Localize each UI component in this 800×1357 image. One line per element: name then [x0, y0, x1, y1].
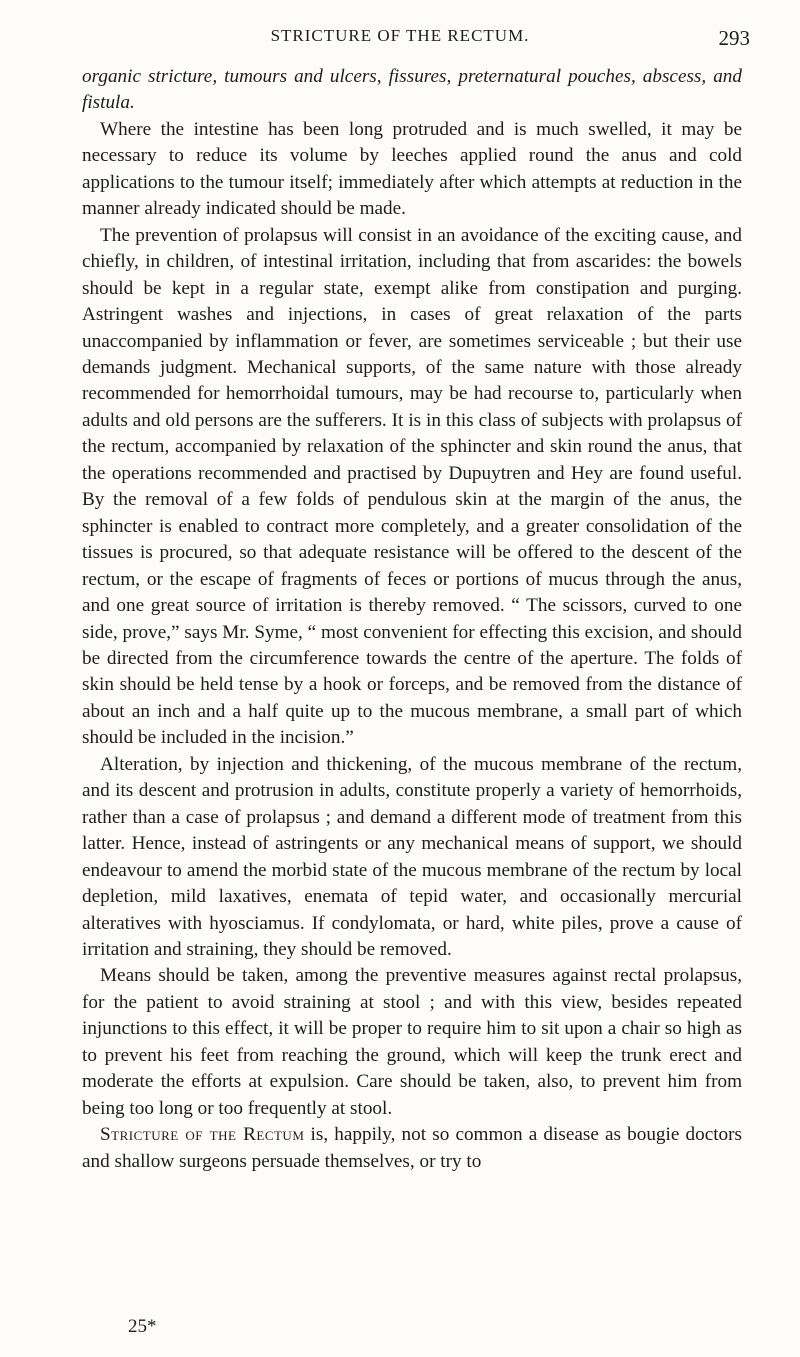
paragraph: Alteration, by injection and thickening, of the mucous membrane of the rectum, and its descent and protrusion in adults, constitute properly a variety of hemorrhoids, rather than a case of prolapsus ; and demand a different mode of treatment from this latter. Hence, instead of astringents or any mechanical means of support, we should endeavour to amend the morbid state of the mucous membrane of the rectum by local depletion, mild laxatives, enemata of tepid water, and occasionally mercurial alteratives with hyosciamus. If condylomata, or hard, white piles, prove a cause of irritation and straining, they should be removed. — [82, 753, 742, 960]
paragraph-text: is, happily, not so common a disease as bougie doctors and shallow surgeons persuade themselves, or try to — [82, 1124, 742, 1172]
body-text — [82, 64, 742, 1175]
page-number: 293 — [718, 26, 750, 50]
running-head: STRICTURE OF THE RECTUM. — [270, 26, 530, 45]
paragraph: The prevention of prolapsus will consist in an avoidance of the exciting cause, and chiefly, in children, of intestinal irritation, including that from ascarides: the bowels should be kept in a regular state, exempt alike from constipation and purging. Astringent washes and injections, in cases of great relaxation of the parts unaccompanied by inflammation or fever, are sometimes serviceable ; but their use demands judgment. Mechanical supports, of the same nature with those already recommended for hemorrhoidal tumours, may be had recourse to, particularly when adults and old persons are the sufferers. It is in this class of subjects with prolapsus of the rectum, accompanied by relaxation of the sphincter and skin round the anus, that the operations recommended and practised by Dupuytren and Hey are found useful. By the removal of a few folds of pendulous skin at the margin of the anus, the sphincter is enabled to contract more completely, and a greater consolidation of the tissues is procured, so that adequate resistance will be offered to the descent of the rectum, or the escape of fragments of feces or portions of mucus through the anus, and one great source of irritation is thereby removed. “ The scissors, curved to one side, prove,” says Mr. Syme, “ most convenient for effecting this excision, and should be directed from the circumference towards the centre of the aperture. The folds of skin should be held tense by a hook or forceps, and be removed from the distance of about an inch and a half quite up to the mucous membrane, a small part of which should be included in the incision.” — [82, 224, 742, 749]
section-lead-in: Stricture of the Rectum — [100, 1124, 305, 1146]
paragraph — [82, 1122, 742, 1175]
paragraph: Means should be taken, among the preventive measures against rectal prolapsus, for the patient to avoid straining at stool ; and with this view, besides repeated injunctions to this effect, it will be proper to require him to sit upon a chair so high as to prevent his feet from reaching the ground, which will keep the trunk erect and moderate the efforts at expulsion. Care should be taken, also, to prevent him from being too long or too frequently at stool. — [82, 965, 742, 1119]
paragraph-continuation: organic stricture, tumours and ulcers, fissures, preternatural pouches, abscess, and fistula. — [82, 66, 742, 114]
paragraph: Where the intestine has been long protruded and is much swelled, it may be necessary to reduce its volume by leeches applied round the anus and cold applications to the tumour itself; immediately after which attempts at reduction in the manner already indicated should be made. — [82, 118, 742, 220]
signature-mark: 25* — [128, 1316, 157, 1337]
